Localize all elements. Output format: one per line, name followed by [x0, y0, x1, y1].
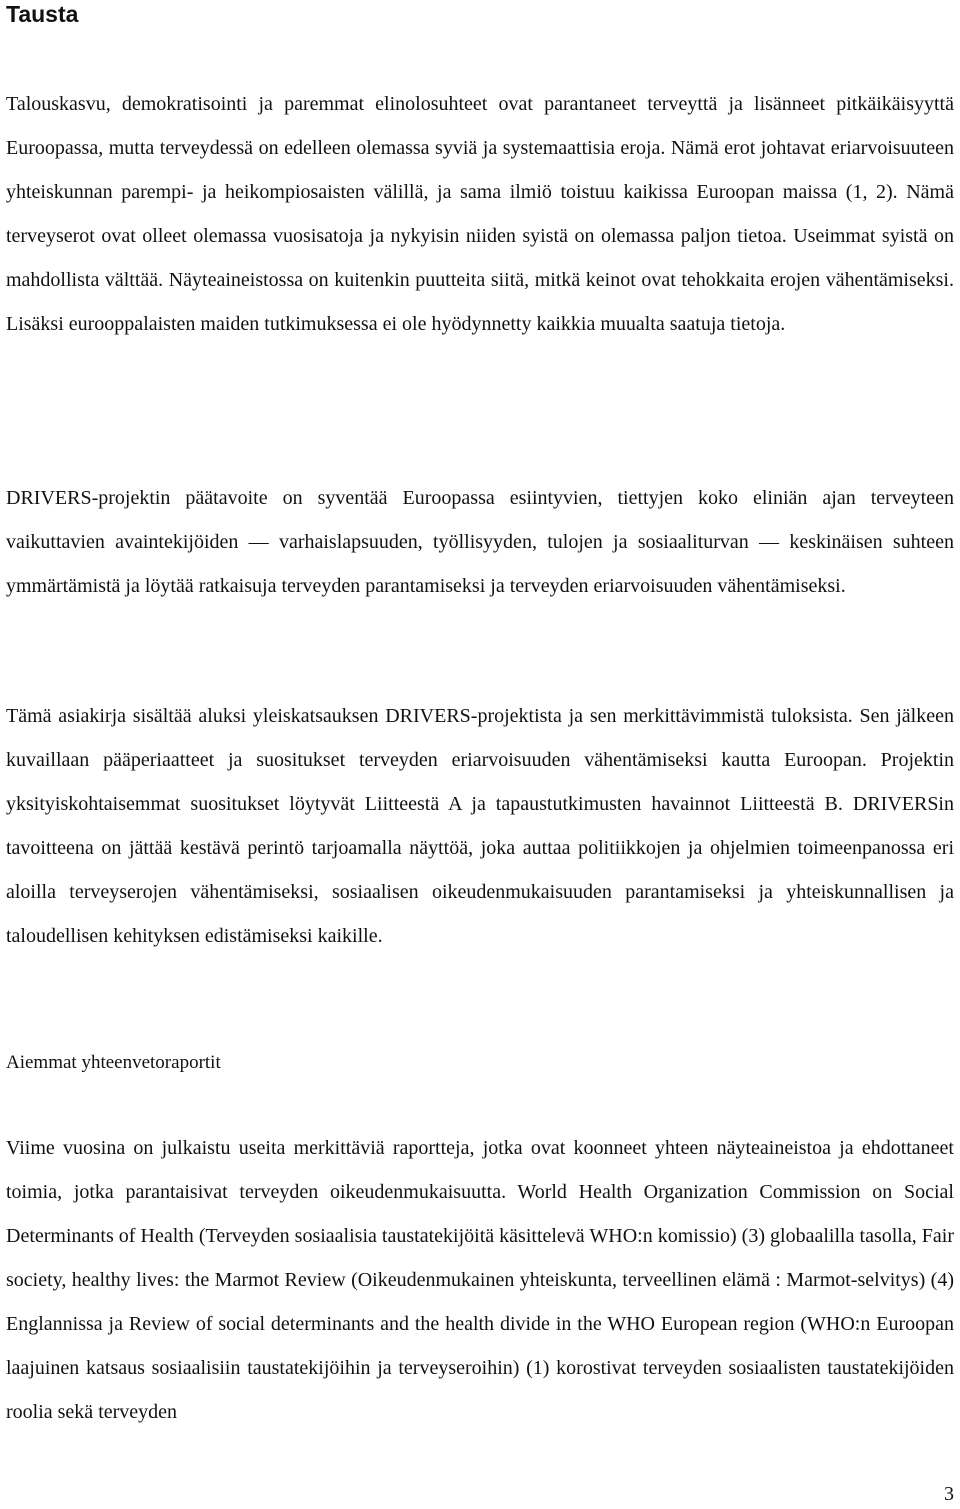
subheading-previous-reports: Aiemmat yhteenvetoraportit	[6, 1052, 221, 1073]
section-title: Tausta	[6, 1, 79, 27]
paragraph-document-overview: Tämä asiakirja sisältää aluksi yleiskatsauksen DRIVERS-projektista ja sen merkittävimmistä tuloksista. Sen jälkeen kuvaillaan pääperiaatteet ja suositukset terveyden eriarvoisuuden vähentämiseksi kautta Euroopan. Projektin yksityiskohtaisemmat suositukset löytyvät Liitteestä A ja tapaustutkimusten havainnot Liitteestä B. DRIVERSin tavoitteena on jättää kestävä perintö tarjoamalla näyttöä, joka auttaa politiikkojen ja ohjelmien toimeenpanossa eri aloilla terveyserojen vähentämiseksi, sosiaalisen oikeudenmukaisuuden parantamiseksi ja yhteiskunnallisen ja taloudellisen kehityksen edistämiseksi kaikille.	[6, 705, 954, 947]
paragraph-background: Talouskasvu, demokratisointi ja paremmat elinolosuhteet ovat parantaneet terveyttä ja lisänneet pitkäikäisyyttä Euroopassa, mutta terveydessä on edelleen olemassa syviä ja systemaattisia eroja. Nämä erot johtavat eriarvoisuuteen yhteiskunnan parempi- ja heikompiosaisten välillä, ja sama ilmiö toistuu kaikissa Euroopan maissa (1, 2). Nämä terveyserot ovat olleet olemassa vuosisatoja ja nykyisin niiden syistä on olemassa paljon tietoa. Useimmat syistä on mahdollista välttää. Näyteaineistossa on kuitenkin puutteita siitä, mitkä keinot ovat tehokkaita erojen vähentämiseksi. Lisäksi eurooppalaisten maiden tutkimuksessa ei ole hyödynnetty kaikkia muualta saatuja tietoja.	[6, 93, 954, 335]
page-number: 3	[944, 1483, 954, 1505]
paragraph-drivers-goal: DRIVERS-projektin päätavoite on syventää Euroopassa esiintyvien, tiettyjen koko eliniän ajan terveyteen vaikuttavien avaintekijöiden — varhaislapsuuden, työllisyyden, tulojen ja sosiaaliturvan — keskinäisen suhteen ymmärtämistä ja löytää ratkaisuja terveyden parantamiseksi ja terveyden eriarvoisuuden vähentämiseksi.	[6, 487, 954, 597]
paragraph-previous-reports: Viime vuosina on julkaistu useita merkittäviä raportteja, jotka ovat koonneet yhteen näyteaineistoa ja ehdottaneet toimia, jotka parantaisivat terveyden oikeudenmukaisuutta. World Health Organization Commission on Social Determinants of Health (Terveyden sosiaalisia taustatekijöitä käsittelevä WHO:n komissio) (3) globaalilla tasolla, Fair society, healthy lives: the Marmot Review (Oikeudenmukainen yhteiskunta, terveellinen elämä : Marmot-selvitys) (4) Englannissa ja Review of social determinants and the health divide in the WHO European region (WHO:n Euroopan laajuinen katsaus sosiaalisiin taustatekijöihin ja terveyseroihin) (1) korostivat terveyden sosiaalisten taustatekijöiden roolia sekä terveyden	[6, 1137, 954, 1423]
